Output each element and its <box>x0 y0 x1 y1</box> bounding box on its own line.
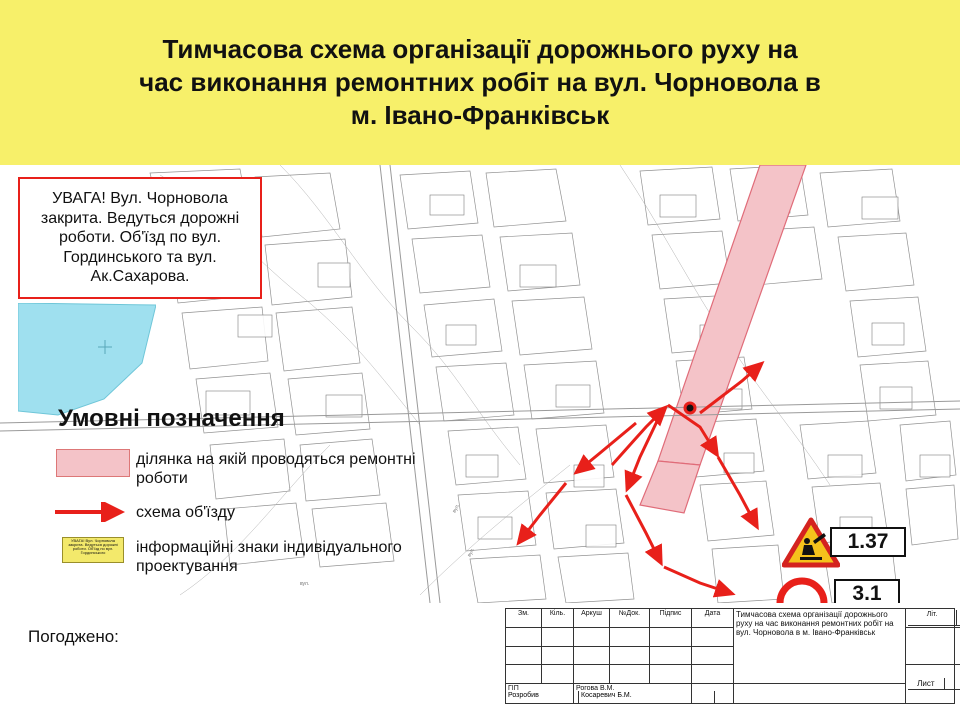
stamp-sheet-label: Лист <box>908 678 945 690</box>
legend-key-detour <box>50 502 136 522</box>
legend-label-info-signs: інформаційні знаки індивідуального проектування <box>136 538 402 575</box>
legend-key-work-area <box>50 449 136 477</box>
stamp-row-developer <box>505 691 715 704</box>
work-area-swatch-icon <box>56 449 130 477</box>
stamp-header-ndok: №Док. <box>610 609 650 628</box>
stamp-name-gip: Рогова В.М. <box>574 684 692 703</box>
red-arrow-icon <box>53 502 133 522</box>
page-title-line2: час виконання ремонтних робіт на вул. Чорновола в <box>139 66 821 97</box>
stamp-cell-r3c5 <box>650 647 692 666</box>
legend-item-info-signs <box>50 537 470 576</box>
page-title-line3: м. Івано-Франківськ <box>350 100 610 131</box>
stamp-name-developer: Косаревич Б.М. <box>581 692 632 699</box>
svg-text:вул.: вул. <box>300 581 310 587</box>
roadworks-sign-code: 1.37 <box>830 527 906 557</box>
stamp-header-arkush: Аркуш <box>574 609 610 628</box>
stamp-header-kil: Кіль. <box>542 609 574 628</box>
legend-item-detour <box>50 502 470 522</box>
legend-label-detour: схема об'їзду <box>136 504 235 522</box>
stamp-cell-r4c2 <box>542 665 574 684</box>
page-title-line1: Тимчасова схема організації дорожнього руху на <box>162 33 798 64</box>
legend <box>50 405 470 590</box>
legend-label-work-area: ділянка на якій проводяться ремонтні роботи <box>136 451 416 488</box>
stamp-cell-r3c3 <box>574 647 610 666</box>
warning-notice <box>18 177 262 299</box>
stamp-cell-r2c1 <box>506 628 542 647</box>
stamp-cell-r2c3 <box>574 628 610 647</box>
stamp-cell-r4c3 <box>574 665 610 684</box>
stamp-description-bottom <box>734 684 906 703</box>
no-entry-sign-icon <box>776 577 828 603</box>
stamp-cell-r3c2 <box>542 647 574 666</box>
stamp-description: Тимчасова схема організації дорожнього руху на час виконання ремонтних робіт на вул. Чорновола в м. Івано-Франківськ <box>734 609 906 684</box>
no-entry-sign-code: 3.1 <box>834 579 900 603</box>
stamp-sheet-value <box>945 678 960 690</box>
stamp-header-data: Дата <box>692 609 734 628</box>
title-block-stamp <box>505 608 955 704</box>
svg-text:вул.: вул. <box>451 502 462 514</box>
title-banner <box>0 0 960 166</box>
map-canvas[interactable] <box>0 165 960 603</box>
stamp-right-headers <box>906 609 960 628</box>
stamp-cell-r3c1 <box>506 647 542 666</box>
stamp-cell-r4c6 <box>692 665 734 684</box>
stamp-cell-r4c5 <box>650 665 692 684</box>
stamp-cell-r2c2 <box>542 628 574 647</box>
stamp-cell-r4c1 <box>506 665 542 684</box>
page-title <box>30 33 930 133</box>
stamp-header-zm: Зм. <box>506 609 542 628</box>
stamp-role-developer: Розробив <box>506 691 579 703</box>
info-sign-icon: УВАГА! Вул. Чорновола закрита. Ведуться дорожні роботи. Об'їзд по вул. Гординського <box>62 537 124 563</box>
stamp-scale-value <box>906 628 960 666</box>
stamp-cell-r2c4 <box>610 628 650 647</box>
stamp-header-lit: Літ. <box>908 610 957 626</box>
water-body-polygon <box>18 303 156 421</box>
approved-label: Погоджено: <box>28 627 119 646</box>
stamp-header-pidpys: Підпис <box>650 609 692 628</box>
stamp-cell-r3c4 <box>610 647 650 666</box>
legend-item-work-area <box>50 449 470 488</box>
stamp-cell-r2c6 <box>692 628 734 647</box>
warning-text: УВАГА! Вул. Чорновола закрита. Ведуться дорожні роботи. Об'їзд по вул. Гординського та вул. Ак.Сахарова. <box>40 190 240 286</box>
stamp-role-gip: ГІП <box>506 684 574 703</box>
bottom-bar <box>0 603 960 706</box>
stamp-cell-r2c5 <box>650 628 692 647</box>
stamp-cell-r4c4 <box>610 665 650 684</box>
stamp-cell-r3c6 <box>692 647 734 666</box>
legend-title: Умовні позначення <box>58 405 285 432</box>
legend-key-info-sign <box>50 537 136 563</box>
svg-text:вул.: вул. <box>466 546 477 558</box>
stamp-sheets-row <box>906 665 960 703</box>
